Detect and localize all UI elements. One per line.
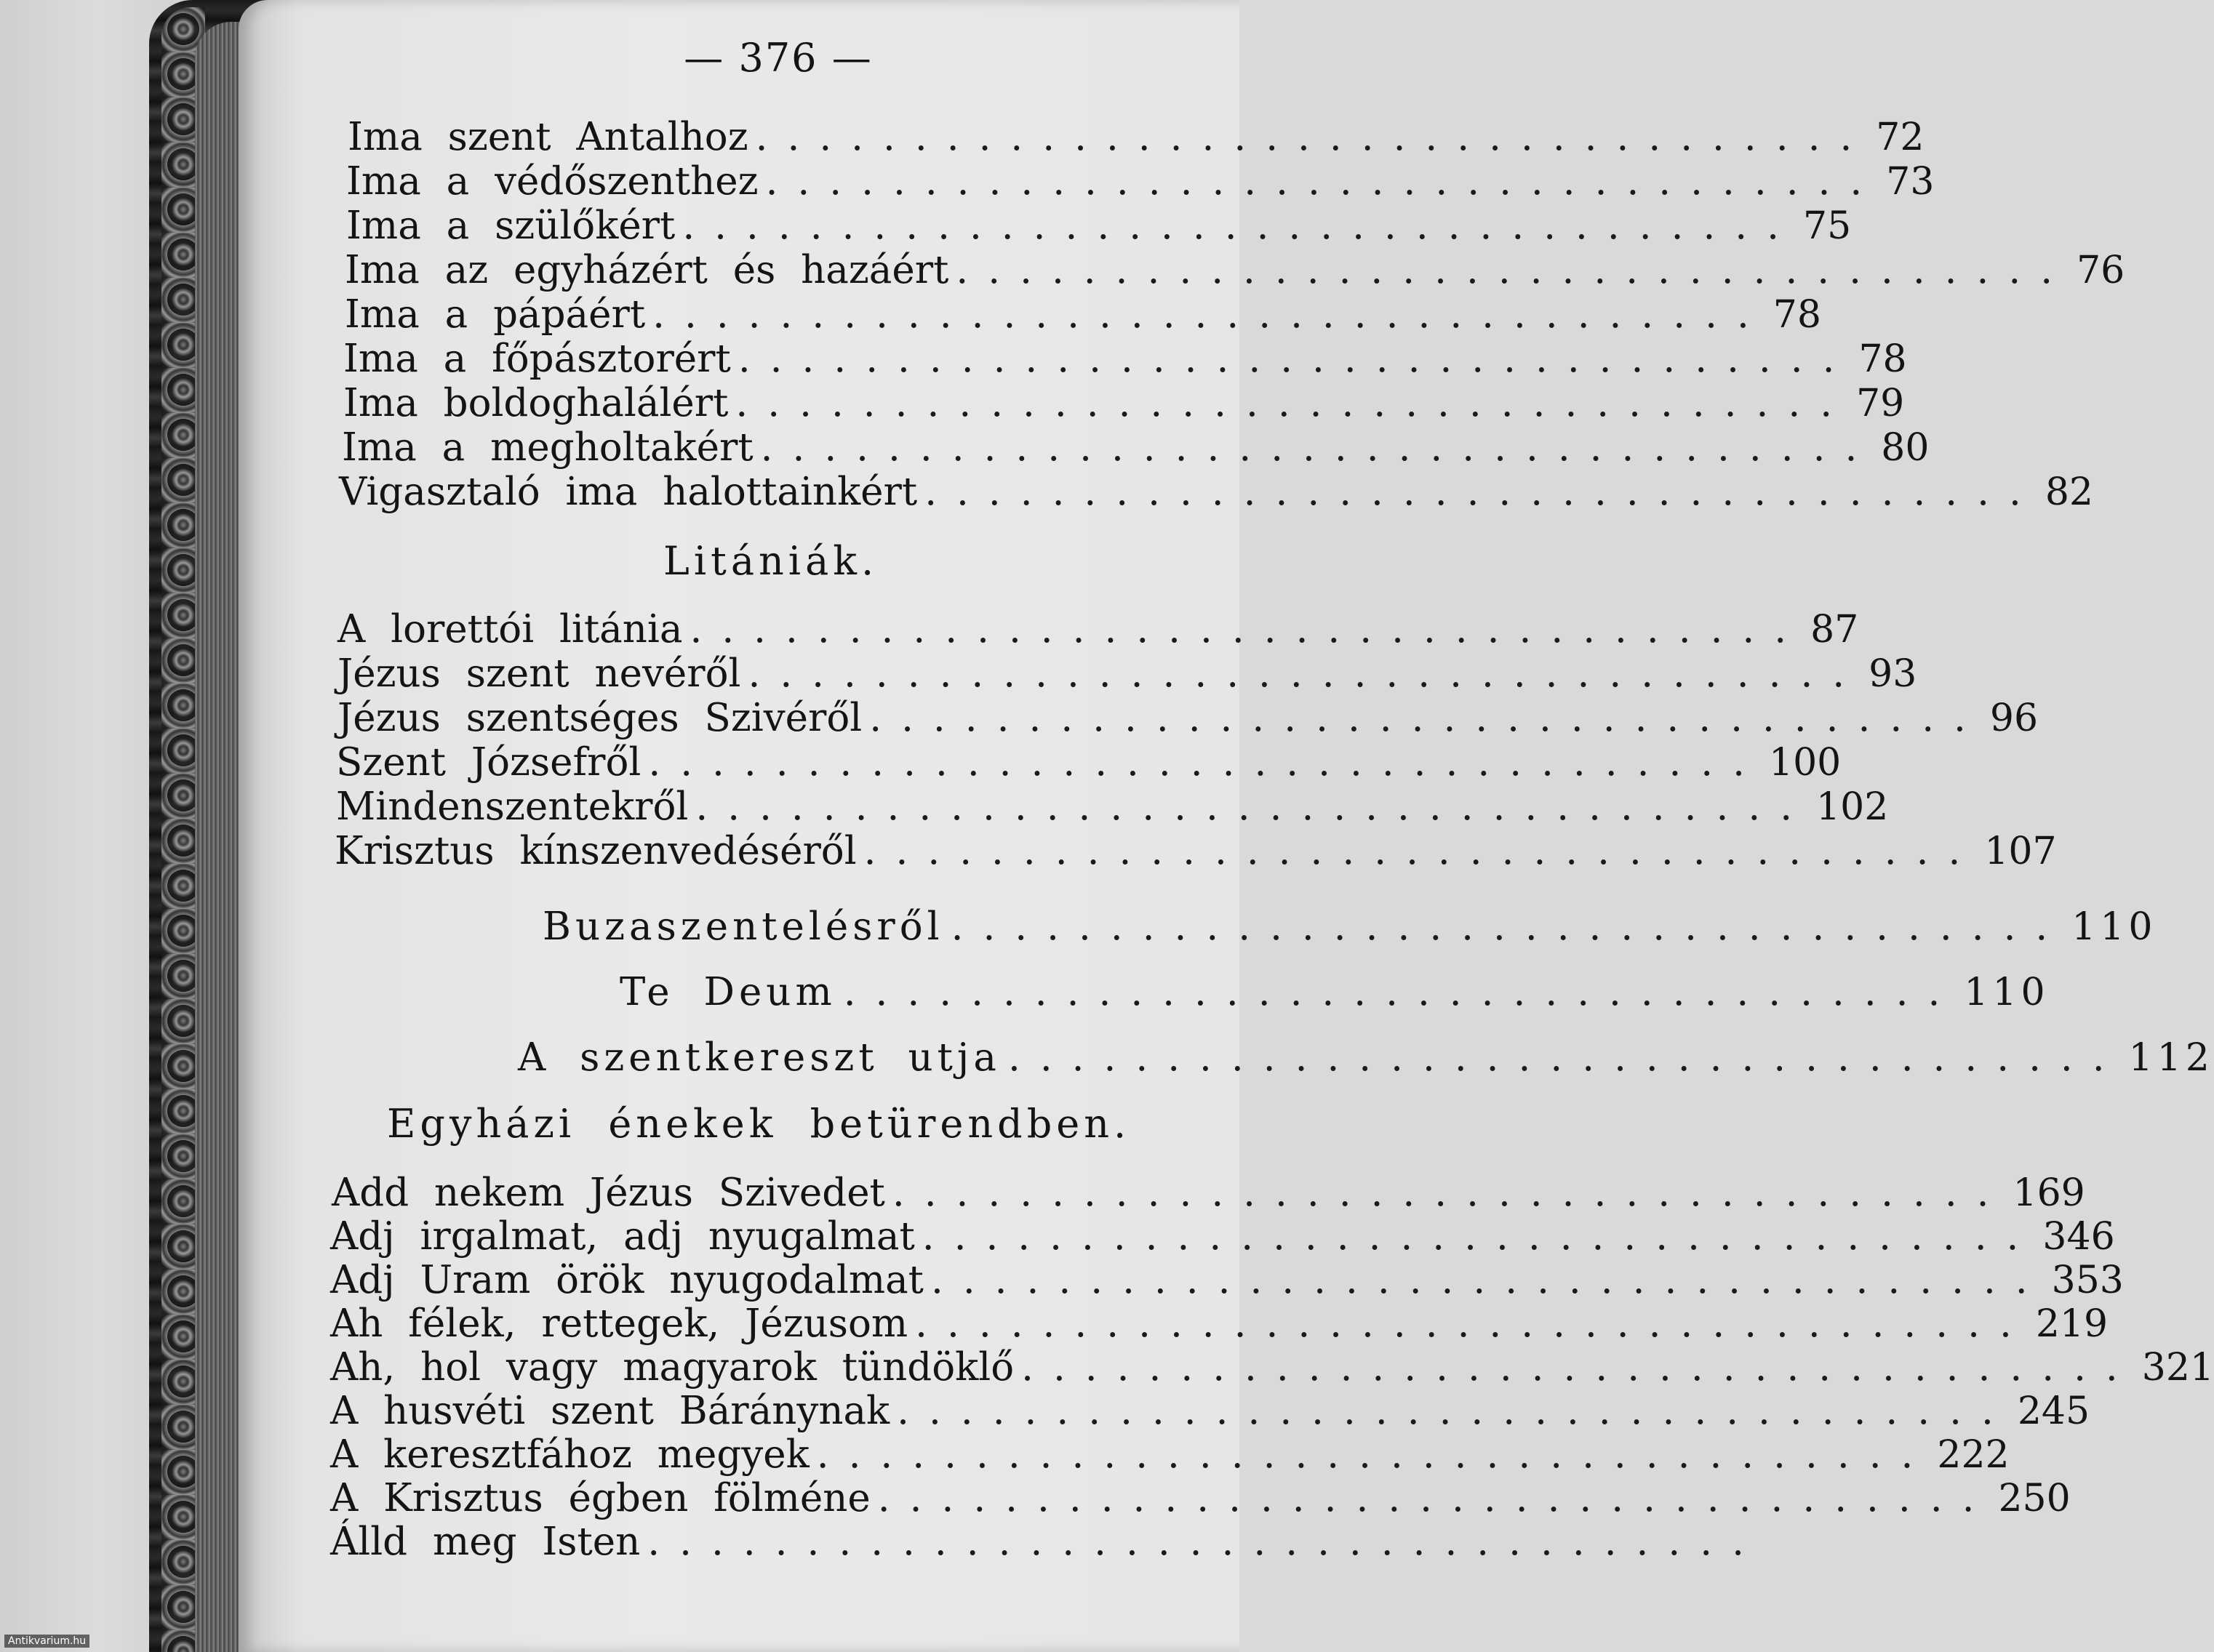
dot-leader: ...................................	[755, 115, 1872, 159]
toc-page: 110	[2071, 905, 2157, 949]
dot-leader: ...................................	[682, 204, 1799, 248]
dot-leader: ...................................	[897, 1389, 2013, 1433]
toc-row	[330, 1389, 2090, 1433]
toc-page: 107	[1984, 830, 2057, 873]
toc-page: 250	[1998, 1477, 2071, 1520]
toc-row	[345, 248, 2125, 292]
dot-leader: ...................................	[922, 1214, 2039, 1259]
toc-page: 78	[1773, 293, 1821, 337]
dot-leader: ...................................	[748, 651, 1865, 696]
toc-page: 245	[2017, 1390, 2090, 1433]
toc-row	[342, 425, 1930, 470]
dot-leader: ...................................	[816, 1432, 1933, 1477]
toc-title: Ima boldoghalálért	[343, 381, 729, 425]
toc-title: Ima a szülőkért	[346, 204, 676, 248]
dot-leader: ...................................	[877, 1476, 1994, 1520]
dot-leader: ...................................	[760, 425, 1877, 470]
toc-title: Add nekem Jézus Szivedet	[332, 1171, 885, 1215]
toc-title: Jézus szentséges Szivéről	[337, 696, 863, 740]
toc-title: Jézus szent nevéről	[337, 651, 741, 696]
toc-row	[336, 785, 1889, 829]
dot-leader: ...................................	[869, 696, 1986, 740]
toc-row	[343, 337, 1907, 381]
toc-title: Ima a pápáért	[345, 292, 646, 337]
toc-page: 82	[2045, 470, 2094, 514]
dot-leader: ...................................	[1007, 1035, 2125, 1080]
toc-page: 110	[1964, 971, 2050, 1014]
toc-title: Te Deum	[620, 970, 836, 1014]
toc-row	[330, 1302, 2109, 1346]
toc-page: 102	[1816, 785, 1889, 829]
toc-row	[337, 651, 1917, 696]
toc-title: A Krisztus égben fölméne	[330, 1476, 871, 1520]
dot-leader: ...................................	[648, 740, 1765, 785]
toc-title: Mindenszentekről	[336, 785, 689, 829]
section-heading-hymns: Egyházi énekek betürendben.	[387, 1101, 1131, 1147]
toc-page: 75	[1802, 204, 1852, 248]
watermark: Antikvarium.hu	[4, 1635, 89, 1648]
toc-row	[332, 1171, 2085, 1215]
toc-title: Ima a főpásztorért	[343, 337, 731, 381]
dot-leader: ...................................	[1021, 1345, 2138, 1390]
dot-leader: ...................................	[647, 1520, 1764, 1564]
toc-title: A lorettói litánia	[337, 607, 683, 651]
dot-leader: ...................................	[843, 970, 1960, 1014]
toc-row	[337, 696, 2039, 740]
toc-title: A husvéti szent Báránynak	[330, 1389, 890, 1433]
dot-leader: ...................................	[765, 159, 1882, 204]
toc-page: 73	[1886, 160, 1935, 204]
toc-page: 79	[1856, 382, 1905, 425]
toc-title: Buzaszentelésről	[543, 905, 944, 949]
toc-title: Ah félek, rettegek, Jézusom	[330, 1302, 908, 1346]
toc-title: Adj irgalmat, adj nyugalmat	[330, 1214, 915, 1259]
dot-leader: ...................................	[915, 1302, 2031, 1346]
toc-page: 100	[1769, 741, 1842, 785]
toc-title: Szent Józsefről	[336, 740, 642, 785]
toc-page: 76	[2077, 249, 2125, 292]
toc-row	[330, 1345, 2214, 1390]
toc-row	[620, 970, 2050, 1014]
toc-page: 87	[1810, 608, 1859, 651]
toc-title: Ah, hol vagy magyarok tündöklő	[330, 1345, 1015, 1390]
toc-page: 219	[2035, 1302, 2109, 1346]
toc-title: Ima a védőszenthez	[346, 159, 759, 204]
dot-leader: ...................................	[695, 785, 1813, 829]
toc-page: 346	[2042, 1215, 2115, 1259]
toc-title: A szentkereszt utja	[518, 1035, 1001, 1080]
toc-page: 96	[1989, 697, 2039, 740]
toc-page: 93	[1869, 652, 1917, 696]
toc-page: 222	[1937, 1433, 2010, 1477]
toc-page: 353	[2051, 1259, 2124, 1302]
page-number: — 376 —	[684, 35, 873, 81]
toc-row	[330, 1476, 2071, 1520]
toc-title: Krisztus kínszenvedéséről	[335, 829, 857, 873]
dot-leader: ...................................	[951, 905, 2068, 949]
toc-row	[330, 1432, 2010, 1477]
toc-row	[345, 292, 1821, 337]
toc-row	[330, 1258, 2124, 1302]
dot-leader: ...................................	[930, 1258, 2047, 1302]
toc-page: 112	[2128, 1036, 2214, 1080]
toc-title: Álld meg Isten	[330, 1520, 641, 1564]
toc-row	[343, 381, 1905, 425]
toc-page: 169	[2013, 1171, 2085, 1215]
toc-title: Ima szent Antalhoz	[348, 115, 748, 159]
toc-row	[337, 607, 1859, 651]
toc-page: 78	[1858, 337, 1907, 381]
toc-row	[335, 829, 2057, 873]
toc-title: Ima a megholtakért	[342, 425, 754, 470]
dot-leader: ...................................	[652, 292, 1769, 337]
toc-row	[346, 204, 1852, 248]
toc-row	[348, 115, 1925, 159]
toc-title: Adj Uram örök nyugodalmat	[330, 1258, 924, 1302]
dot-leader: ...................................	[738, 337, 1855, 381]
toc-row	[330, 1520, 1764, 1564]
dot-leader: ...................................	[690, 607, 1807, 651]
toc-row	[339, 470, 2094, 514]
toc-row	[346, 159, 1935, 204]
dot-leader: ...................................	[892, 1171, 2009, 1215]
toc-title: A keresztfához megyek	[330, 1432, 810, 1477]
dot-leader: ...................................	[956, 248, 2073, 292]
dot-leader: ...................................	[735, 381, 1853, 425]
toc-row	[330, 1214, 2115, 1259]
dot-leader: ...................................	[924, 470, 2041, 514]
toc-page: 321	[2141, 1346, 2214, 1390]
toc-title: Ima az egyházért és hazáért	[345, 248, 949, 292]
dot-leader: ...................................	[863, 829, 1981, 873]
toc-page: 80	[1881, 426, 1930, 470]
toc-row	[543, 905, 2157, 949]
toc-row	[336, 740, 1842, 785]
toc-title: Vigasztaló ima halottainkért	[339, 470, 918, 514]
section-heading-litanies: Litániák.	[663, 538, 879, 584]
toc-page: 72	[1876, 116, 1925, 159]
toc-row	[518, 1035, 2214, 1080]
